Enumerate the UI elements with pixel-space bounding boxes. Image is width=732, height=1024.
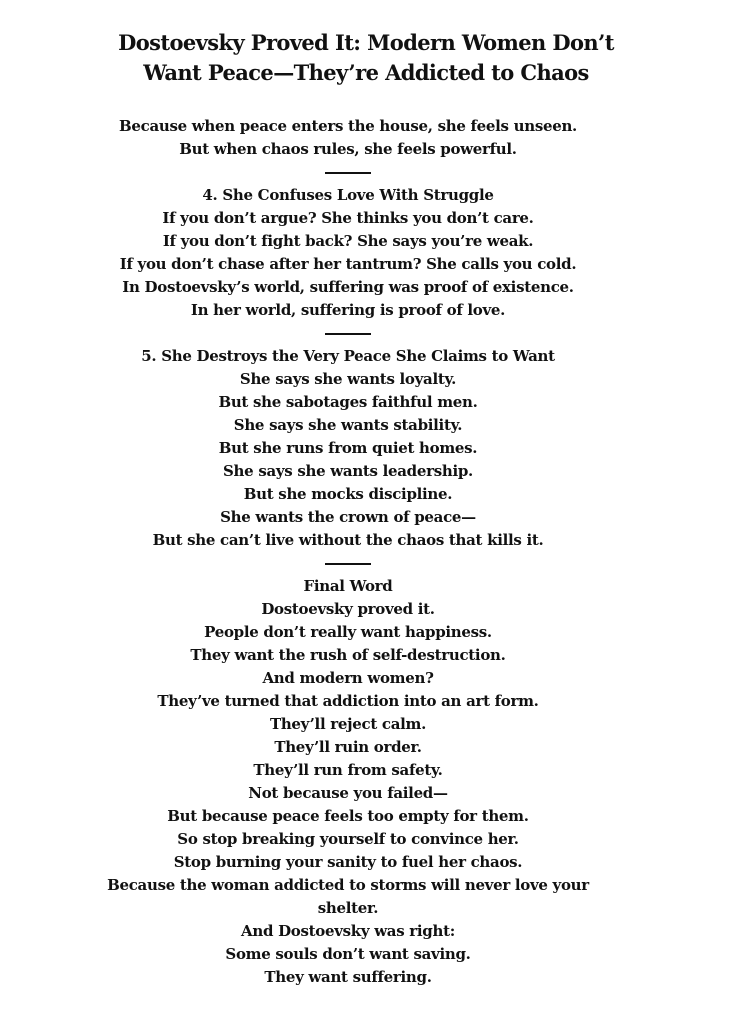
final-line: And Dostoevsky was right: [241,922,455,940]
section-divider [100,552,596,575]
final-line: Not because you failed— [248,784,448,802]
final-line: They want the rush of self-destruction. [190,646,506,664]
final-line: They’ll ruin order. [274,738,422,756]
section-5-heading: 5. She Destroys the Very Peace She Claims to Want [141,347,555,365]
section-4-line: In Dostoevsky’s world, suffering was proof of existence. [122,278,574,296]
section-5-line: But she can’t live without the chaos that kills it. [152,531,544,549]
final-line: People don’t really want happiness. [204,623,492,641]
final-line: They’ll reject calm. [269,715,427,733]
article-title [80,28,652,88]
section-divider [100,161,596,184]
final-line: Stop burning your sanity to fuel her chaos. [173,853,523,871]
section-4-line: In her world, suffering is proof of love. [190,301,506,319]
section-5-line: She says she wants stability. [233,416,463,434]
final-line: They’ll run from safety. [253,761,443,779]
title-line-2: Want Peace—They’re Addicted to Chaos [143,60,589,85]
final-line: So stop breaking yourself to convince her. [177,830,519,848]
section-4-heading: 4. She Confuses Love With Struggle [202,186,494,204]
final-line: They want suffering. [264,968,432,986]
section-5-line: But she sabotages faithful men. [218,393,478,411]
section-5-line: She says she wants leadership. [223,462,473,480]
final-line: But because peace feels too empty for them. [167,807,529,825]
section-5-line: But she mocks discipline. [243,485,453,503]
final-line: They’ve turned that addiction into an art form. [157,692,539,710]
section-divider [100,322,596,345]
title-line-1: Dostoevsky Proved It: Modern Women Don’t [118,30,614,55]
final-line: Some souls don’t want saving. [225,945,471,963]
section-5-line: She says she wants loyalty. [239,370,457,388]
section-5-line: But she runs from quiet homes. [218,439,478,457]
intro-line-1: Because when peace enters the house, she feels unseen. [119,117,577,135]
section-5-line: She wants the crown of peace— [220,508,476,526]
section-4-line: If you don’t fight back? She says you’re weak. [162,232,534,250]
final-line: And modern women? [262,669,434,687]
section-4-line: If you don’t chase after her tantrum? She calls you cold. [119,255,577,273]
section-4-line: If you don’t argue? She thinks you don’t care. [162,209,534,227]
final-word-heading: Final Word [303,577,393,595]
article-body [100,115,596,989]
final-line: Dostoevsky proved it. [261,600,435,618]
final-line: Because the woman addicted to storms will never love your shelter. [107,876,589,917]
intro-line-2: But when chaos rules, she feels powerful. [179,140,517,158]
